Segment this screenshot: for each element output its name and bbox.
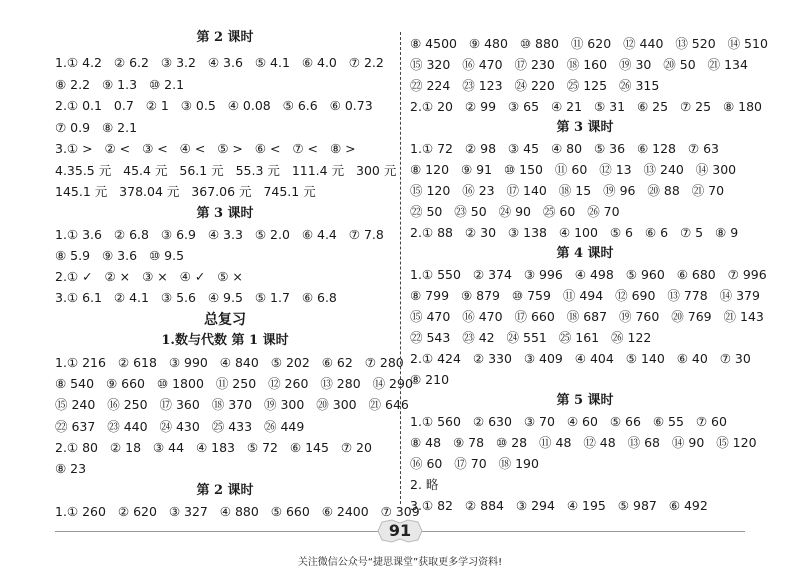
answer-line: ⑮ 120 ⑯ 23 ⑰ 140 ⑱ 15 ⑲ 96 ⑳ 88 ㉑ 70 — [410, 183, 725, 198]
answer-line: ㉒ 543 ㉓ 42 ㉔ 551 ㉕ 161 ㉖ 122 — [410, 330, 652, 345]
section-heading: 第 3 课时 — [556, 120, 614, 135]
answer-line: ⑧ 23 — [55, 461, 87, 476]
answer-line: 1.① 550 ② 374 ③ 996 ④ 498 ⑤ 960 ⑥ 680 ⑦ 996 — [410, 267, 767, 282]
answer-line: ⑧ 120 ⑨ 91 ⑩ 150 ⑪ 60 ⑫ 13 ⑬ 240 ⑭ 300 — [410, 162, 737, 177]
answer-line: ㉒ 50 ㉓ 50 ㉔ 90 ㉕ 60 ㉖ 70 — [410, 204, 620, 219]
answer-line: 2. 略 — [410, 477, 439, 492]
answer-line: 1.① 3.6 ② 6.8 ③ 6.9 ④ 3.3 ⑤ 2.0 ⑥ 4.4 ⑦ 7.8 — [55, 227, 384, 242]
answer-line: ⑮ 320 ⑯ 470 ⑰ 230 ⑱ 160 ⑲ 30 ⑳ 50 ㉑ 134 — [410, 57, 748, 72]
answer-line: ⑧ 799 ⑨ 879 ⑩ 759 ⑪ 494 ⑫ 690 ⑬ 778 ⑭ 379 — [410, 288, 760, 303]
column-divider — [400, 32, 401, 504]
footer-note: 关注微信公众号“捷思课堂”获取更多学习资料! — [297, 557, 503, 568]
answer-line: ⑧ 5.9 ⑨ 3.6 ⑩ 9.5 — [55, 248, 185, 263]
answer-line: ⑯ 60 ⑰ 70 ⑱ 190 — [410, 456, 539, 471]
answer-line: 3.① > ② < ③ < ④ < ⑤ > ⑥ < ⑦ < ⑧ > — [55, 141, 356, 156]
answer-line: 4.35.5 元 45.4 元 56.1 元 55.3 元 111.4 元 300 元 — [55, 163, 397, 178]
answer-line: 2.① 88 ② 30 ③ 138 ④ 100 ⑤ 6 ⑥ 6 ⑦ 5 ⑧ 9 — [410, 225, 739, 240]
page-number-badge — [376, 518, 424, 544]
answer-line: ⑦ 0.9 ⑧ 2.1 — [55, 120, 138, 135]
answer-line: ⑮ 240 ⑯ 250 ⑰ 360 ⑱ 370 ⑲ 300 ⑳ 300 ㉑ 646 — [55, 397, 409, 412]
answer-line: 3.① 6.1 ② 4.1 ③ 5.6 ④ 9.5 ⑤ 1.7 ⑥ 6.8 — [55, 290, 337, 305]
page-number: 91 — [388, 521, 412, 540]
answer-line: 2.① 424 ② 330 ③ 409 ④ 404 ⑤ 140 ⑥ 40 ⑦ 30 — [410, 351, 751, 366]
section-heading: 第 3 课时 — [196, 206, 254, 221]
footer-rule-right — [420, 531, 745, 532]
answer-line: ⑧ 48 ⑨ 78 ⑩ 28 ⑪ 48 ⑫ 48 ⑬ 68 ⑭ 90 ⑮ 120 — [410, 435, 757, 450]
answer-line: ⑧ 4500 ⑨ 480 ⑩ 880 ⑪ 620 ⑫ 440 ⑬ 520 ⑭ 510 — [410, 36, 768, 51]
answer-line: 145.1 元 378.04 元 367.06 元 745.1 元 — [55, 184, 316, 199]
section-heading: 第 5 课时 — [556, 393, 614, 408]
answer-line: 1.① 216 ② 618 ③ 990 ④ 840 ⑤ 202 ⑥ 62 ⑦ 280 — [55, 355, 404, 370]
section-heading: 第 4 课时 — [556, 246, 614, 261]
answer-line: 1.① 4.2 ② 6.2 ③ 3.2 ④ 3.6 ⑤ 4.1 ⑥ 4.0 ⑦ 2.2 — [55, 55, 384, 70]
answer-line: 1.① 72 ② 98 ③ 45 ④ 80 ⑤ 36 ⑥ 128 ⑦ 63 — [410, 141, 719, 156]
answer-line: 2.① 0.1 0.7 ② 1 ③ 0.5 ④ 0.08 ⑤ 6.6 ⑥ 0.73 — [55, 98, 373, 113]
section-heading: 1.数与代数 第 1 课时 — [161, 333, 289, 348]
answer-line: 1.① 260 ② 620 ③ 327 ④ 880 ⑤ 660 ⑥ 2400 ⑦ 309 — [55, 504, 420, 519]
answer-line: 1.① 560 ② 630 ③ 70 ④ 60 ⑤ 66 ⑥ 55 ⑦ 60 — [410, 414, 727, 429]
answer-line: ㉒ 637 ㉓ 440 ㉔ 430 ㉕ 433 ㉖ 449 — [55, 419, 305, 434]
section-heading: 第 2 课时 — [196, 30, 254, 45]
answer-line: 2.① ✓ ② × ③ × ④ ✓ ⑤ × — [55, 269, 243, 284]
footer-rule-left — [55, 531, 380, 532]
answer-line: ⑧ 540 ⑨ 660 ⑩ 1800 ⑪ 250 ⑫ 260 ⑬ 280 ⑭ 290 — [55, 376, 413, 391]
answer-line: ⑧ 210 — [410, 372, 450, 387]
answer-line: ⑮ 470 ⑯ 470 ⑰ 660 ⑱ 687 ⑲ 760 ⑳ 769 ㉑ 143 — [410, 309, 764, 324]
section-heading: 第 2 课时 — [196, 483, 254, 498]
answer-line: ⑧ 2.2 ⑨ 1.3 ⑩ 2.1 — [55, 77, 185, 92]
answer-line: ㉒ 224 ㉓ 123 ㉔ 220 ㉕ 125 ㉖ 315 — [410, 78, 660, 93]
answer-line: 3.① 82 ② 884 ③ 294 ④ 195 ⑤ 987 ⑥ 492 — [410, 498, 708, 513]
answer-line: 2.① 20 ② 99 ③ 65 ④ 21 ⑤ 31 ⑥ 25 ⑦ 25 ⑧ 180 — [410, 99, 763, 114]
section-heading: 总复习 — [204, 312, 246, 328]
answer-line: 2.① 80 ② 18 ③ 44 ④ 183 ⑤ 72 ⑥ 145 ⑦ 20 — [55, 440, 372, 455]
